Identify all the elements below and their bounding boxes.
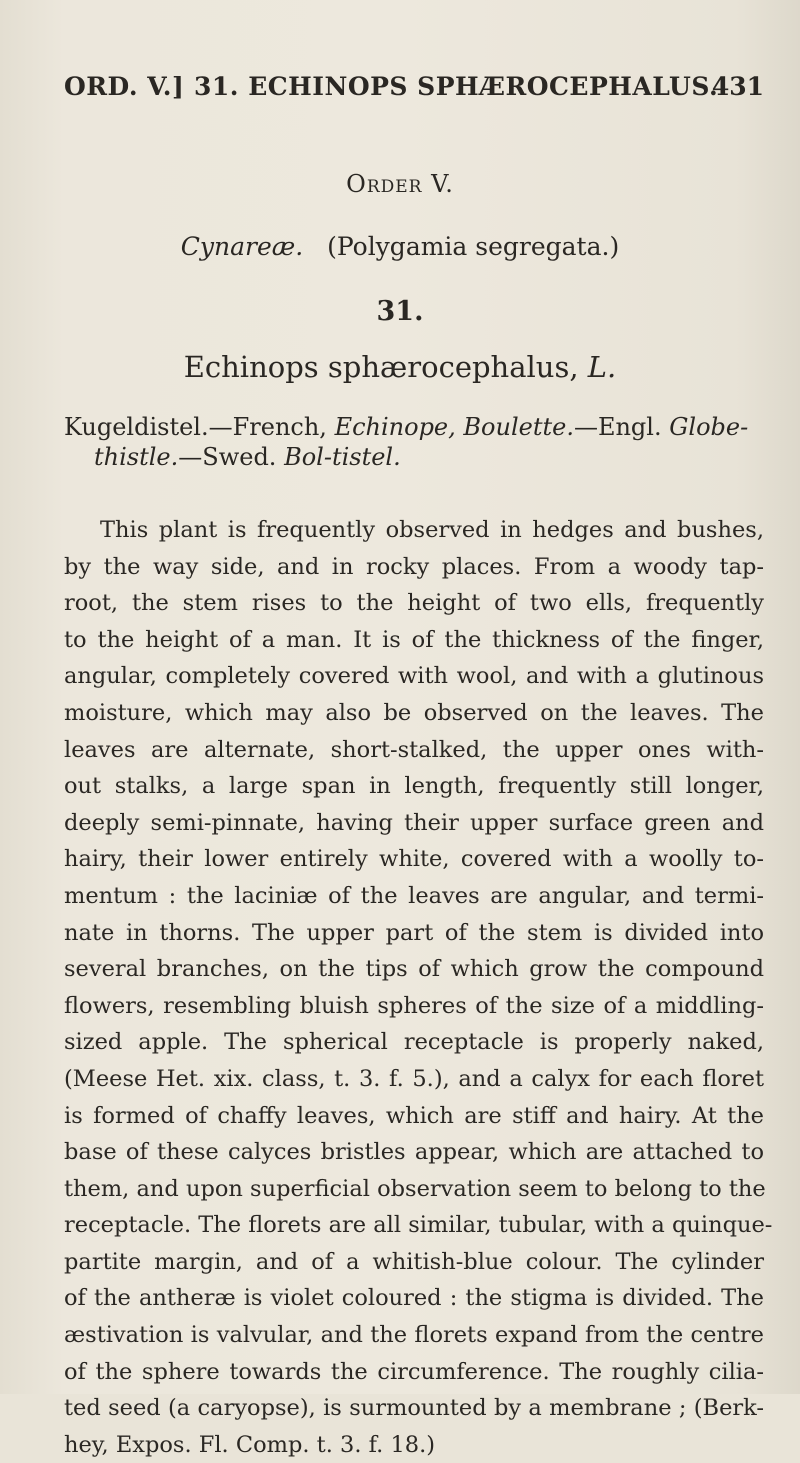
text-line: several branches, on the tips of which grow the compound xyxy=(64,956,764,983)
species-binomial: Echinops sphærocephalus, xyxy=(183,350,579,384)
common-names xyxy=(64,412,764,472)
english-name-rest: thistle. xyxy=(94,443,179,471)
common-names-line-1 xyxy=(64,412,764,442)
text-line: angular, completely covered with wool, and with a glutinous xyxy=(64,663,764,690)
tribe-system: (Polygamia segregata.) xyxy=(327,232,620,261)
german-name: Kugeldistel.—French, xyxy=(64,413,327,441)
text-line: æstivation is valvular, and the florets expand from the centre xyxy=(64,1322,764,1349)
text-line: ted seed (a caryopse), is surmounted by a membrane ; (Berk- xyxy=(64,1395,764,1422)
text-line: root, the stem rises to the height of two ells, frequently xyxy=(64,590,764,617)
text-line: sized apple. The spherical receptacle is properly naked, xyxy=(64,1029,764,1056)
text-line: This plant is frequently observed in hedges and bushes, xyxy=(100,517,764,543)
french-name-alt: Boulette. xyxy=(463,413,574,441)
text-line: leaves are alternate, short-stalked, the upper ones with- xyxy=(64,736,764,763)
text-line: moisture, which may also be observed on the leaves. The xyxy=(64,699,764,726)
text-line: hairy, their lower entirely white, covered with a woolly to- xyxy=(64,846,764,873)
french-name: Echinope, xyxy=(334,413,456,441)
text-line: partite margin, and of a whitish-blue colour. The cylinder xyxy=(64,1248,764,1275)
text-line: of the antheræ is violet coloured : the stigma is divided. The xyxy=(64,1285,764,1312)
description-paragraph xyxy=(64,512,773,1463)
swedish-label: —Swed. xyxy=(178,443,277,471)
common-names-line-2 xyxy=(64,442,764,472)
tribe-heading xyxy=(0,232,800,261)
text-line: them, and upon superficial observation seem to belong to the xyxy=(64,1175,766,1202)
text-line: nate in thorns. The upper part of the stem is divided into xyxy=(64,919,764,946)
text-line: of the sphere towards the circumference. The roughly cilia- xyxy=(64,1358,764,1385)
species-authority: L. xyxy=(587,350,617,384)
english-label: —Engl. xyxy=(573,413,662,441)
text-line: base of these calyces bristles appear, which are attached to xyxy=(64,1139,764,1166)
order-heading: Order V. xyxy=(346,170,454,198)
text-line: flowers, resembling bluish spheres of the size of a middling- xyxy=(64,992,764,1019)
species-heading xyxy=(0,350,800,384)
text-line: is formed of chaffy leaves, which are stiff and hairy. At the xyxy=(64,1102,764,1129)
text-line: hey, Expos. Fl. Comp. t. 3. f. 18.) xyxy=(64,1431,436,1458)
text-line: out stalks, a large span in length, frequently still longer, xyxy=(64,773,764,800)
species-number: 31. xyxy=(376,296,424,327)
header-title: 31. ECHINOPS SPHÆROCEPHALUS. xyxy=(194,72,719,101)
text-line: to the height of a man. It is of the thickness of the finger, xyxy=(64,626,764,653)
text-line: receptacle. The florets are all similar, tubular, with a quinque- xyxy=(64,1212,773,1239)
text-line: by the way side, and in rocky places. From a woody tap- xyxy=(64,553,764,580)
text-line: deeply semi-pinnate, having their upper surface green and xyxy=(64,809,764,836)
tribe-name: Cynareæ. xyxy=(180,232,304,261)
page-number: 431 xyxy=(711,72,764,101)
running-header xyxy=(64,72,764,112)
english-name-part: Globe- xyxy=(669,413,749,441)
text-line: mentum : the laciniæ of the leaves are angular, and termi- xyxy=(64,882,764,909)
header-order-ref: ORD. V.] xyxy=(64,72,185,101)
swedish-name: Bol-tistel. xyxy=(284,443,401,471)
text-line: (Meese Het. xix. class, t. 3. f. 5.), and a calyx for each floret xyxy=(64,1065,764,1092)
